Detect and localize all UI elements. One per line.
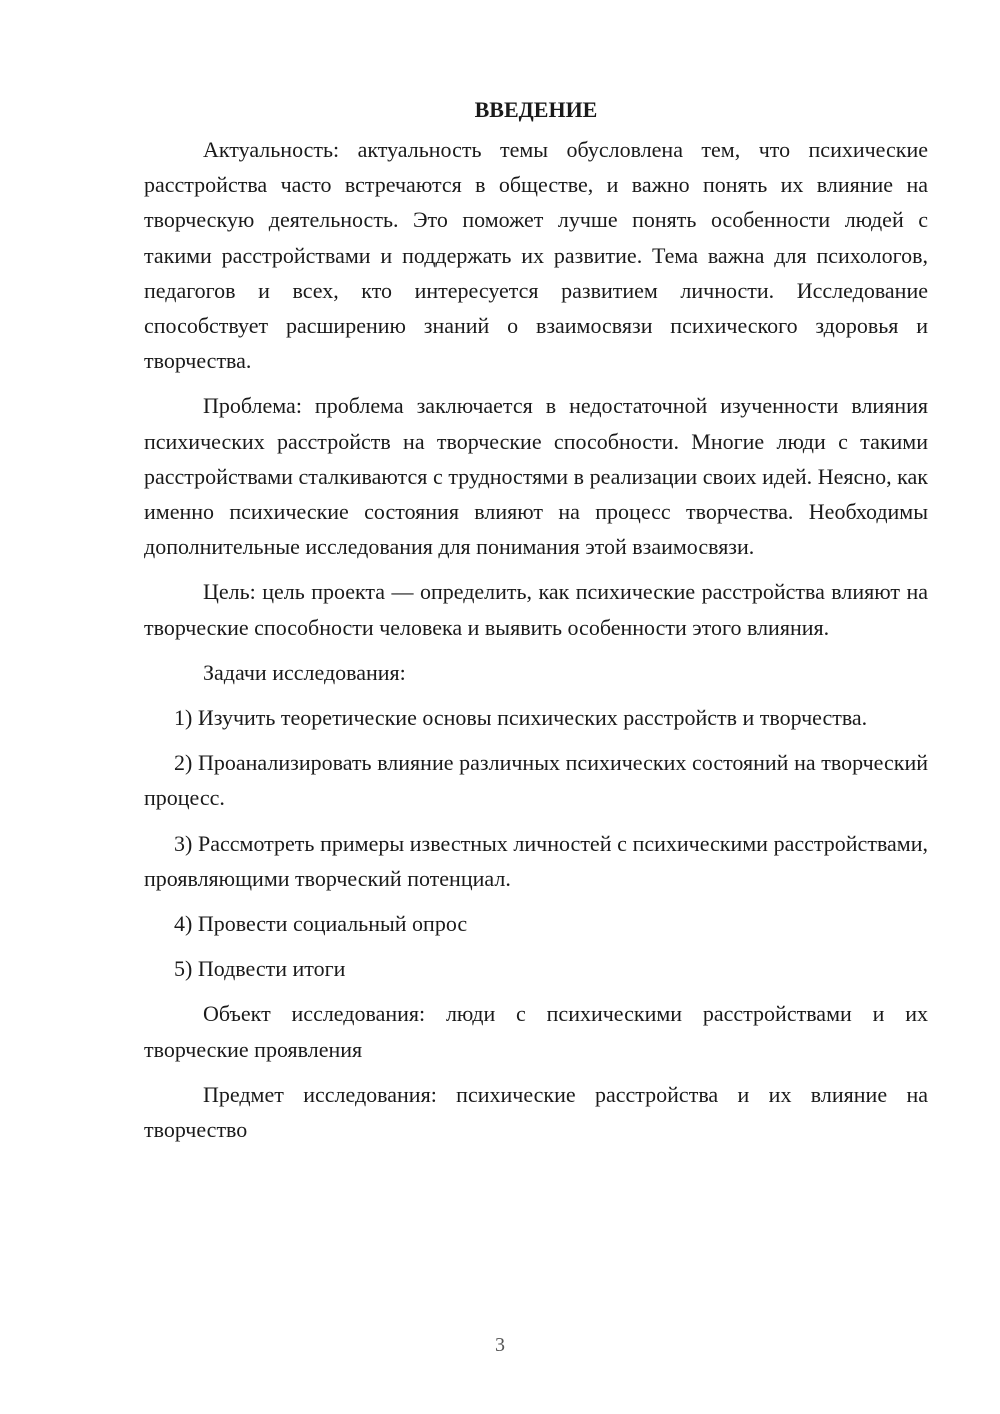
research-object-paragraph: Объект исследования: люди с психическими расстройствами и их творческие проявления	[144, 1001, 928, 1062]
task-item-3: 3) Рассмотреть примеры известных личностей с психическими расстройствами, проявляющими творческий потенциал.	[144, 830, 928, 891]
tasks-list	[144, 700, 928, 986]
research-subject-paragraph: Предмет исследования: психические расстройства и их влияние на творчество	[144, 1081, 928, 1143]
task-item-2: 2) Проанализировать влияние различных психических состояний на творческий процесс.	[144, 750, 928, 811]
task-item-1: 1) Изучить теоретические основы психических расстройств и творчества.	[174, 705, 868, 731]
goal-paragraph: Цель: цель проекта — определить, как психические расстройства влияют на творческие способности человека и выявить особенности этого влияния.	[144, 579, 928, 640]
relevance-paragraph: Актуальность: актуальность темы обусловлена тем, что психические расстройства часто встречаются в обществе, и важно понять их влияние на творческую деятельность. Это поможет лучше понять особенности людей с такими расстройствами и поддержать их развитие. Тема важна для психологов, педагогов и всех, кто интересуется развитием личности. Исследование способствует расширению знаний о взаимосвязи психического здоровья и творчества.	[144, 137, 928, 374]
tasks-heading: Задачи исследования:	[203, 659, 406, 685]
page-title: ВВЕДЕНИЕ	[474, 97, 598, 122]
task-item-5: 5) Подвести итоги	[174, 956, 346, 982]
document-page	[144, 92, 928, 1157]
page-number: 3	[495, 1334, 505, 1356]
problem-paragraph: Проблема: проблема заключается в недостаточной изученности влияния психических расстройств на творческие способности. Многие люди с такими расстройствами сталкиваются с трудностями в реализации своих идей. Неясно, как именно психические состояния влияют на процесс творчества. Необходимы дополнительные исследования для понимания этой взаимосвязи.	[144, 393, 928, 560]
task-item-4: 4) Провести социальный опрос	[174, 911, 468, 937]
